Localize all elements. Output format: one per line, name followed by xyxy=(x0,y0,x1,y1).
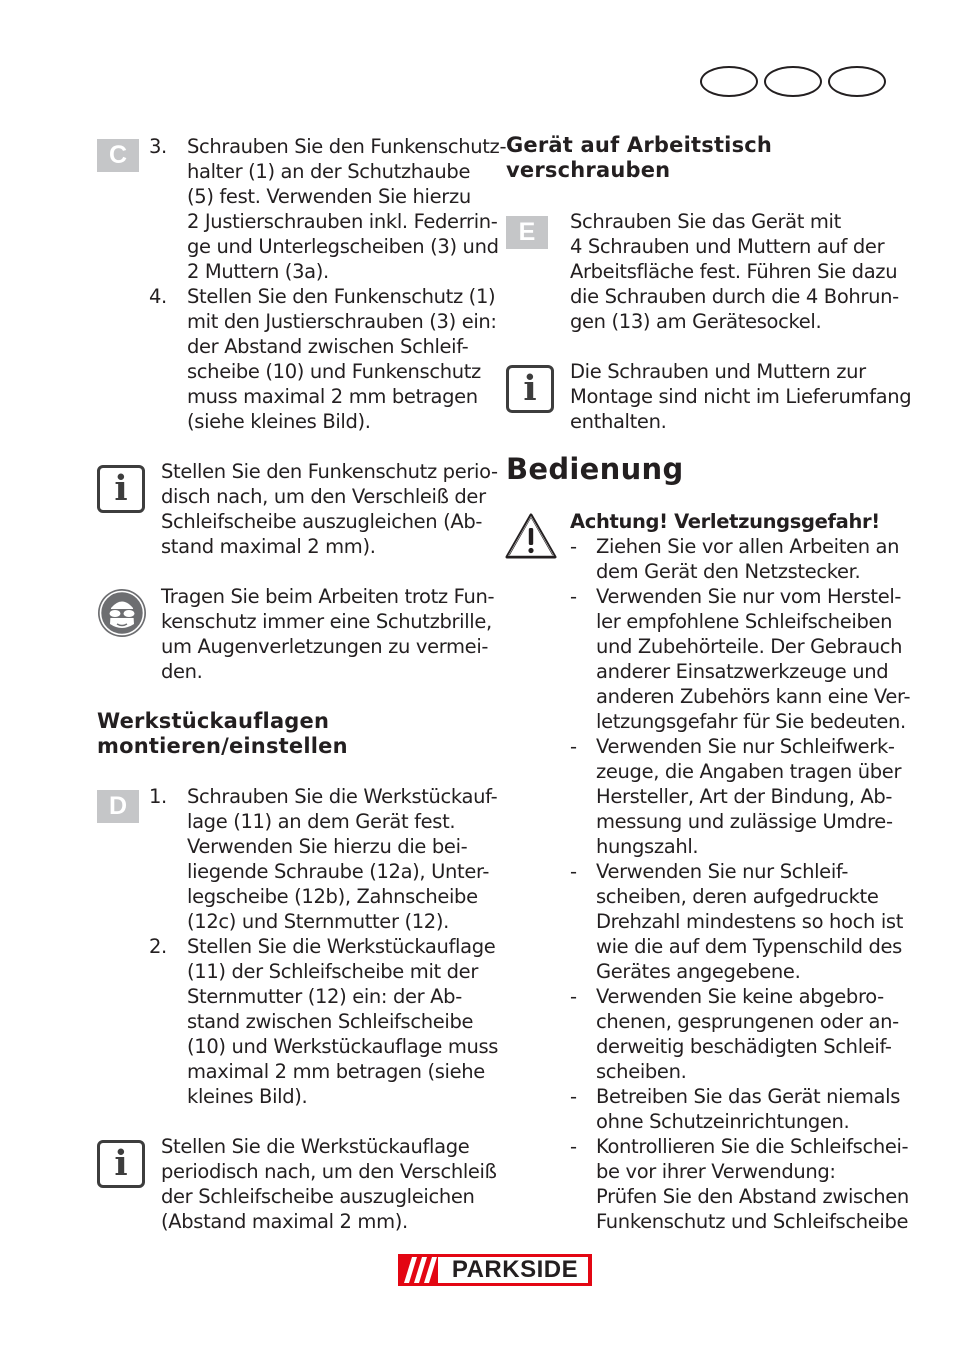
text-line: zeuge, die Angaben tragen über xyxy=(596,760,902,783)
text-line: scheiben, deren aufgedruckte xyxy=(596,885,879,908)
list-item-text xyxy=(187,934,498,1109)
heading-line: montieren/einstellen xyxy=(97,734,348,758)
text-line: der Abstand zwischen Schleif- xyxy=(187,335,469,358)
text-line: den. xyxy=(161,660,203,683)
text-line: Verwenden Sie hierzu die bei- xyxy=(187,835,468,858)
text-line: (Abstand maximal 2 mm). xyxy=(161,1210,408,1233)
list-item-text xyxy=(187,284,497,434)
text-line: Stellen Sie die Werkstückauflage xyxy=(187,935,496,958)
list-item-text xyxy=(187,134,506,284)
text-line: Die Schrauben und Muttern zur xyxy=(570,360,866,383)
text-line: mit den Justierschrauben (3) ein: xyxy=(187,310,497,333)
text-line: lage (11) an dem Gerät fest. xyxy=(187,810,456,833)
text-line: und Zubehörteile. Der Gebrauch xyxy=(596,635,903,658)
text-line: dem Gerät den Netzstecker. xyxy=(596,560,861,583)
text-line: Schrauben Sie die Werkstückauf- xyxy=(187,785,498,808)
bullet-dash: - xyxy=(570,1085,577,1108)
text-line: 4 Schrauben und Muttern auf der xyxy=(570,235,885,258)
text-line: Verwenden Sie nur vom Herstel- xyxy=(596,585,902,608)
info-icon: i xyxy=(506,365,554,413)
text-line: (10) und Werkstückauflage muss xyxy=(187,1035,499,1058)
text-line: Montage sind nicht im Lieferumfang xyxy=(570,385,912,408)
info-icon: i xyxy=(97,1140,145,1188)
language-tabs xyxy=(700,66,890,99)
section-heading-werkstueckauflagen xyxy=(97,709,348,759)
step-text-e xyxy=(570,209,899,334)
text-line: Verwenden Sie nur Schleifwerk- xyxy=(596,735,895,758)
text-line: der Schleifscheibe auszugleichen xyxy=(161,1185,475,1208)
logo-stripes-icon xyxy=(400,1257,438,1283)
language-tab-2 xyxy=(764,66,822,97)
text-line: die Schrauben durch die 4 Bohrun- xyxy=(570,285,899,308)
info-note-lieferumfang xyxy=(570,359,911,434)
list-item-text xyxy=(596,1084,900,1134)
text-line: (siehe kleines Bild). xyxy=(187,410,371,433)
step-marker-d: D xyxy=(97,790,139,823)
text-line: maximal 2 mm betragen (siehe xyxy=(187,1060,485,1083)
text-line: Hersteller, Art der Bindung, Ab- xyxy=(596,785,893,808)
info-note-funkenschutz xyxy=(161,459,498,559)
text-line: Funkenschutz und Schleifscheibe xyxy=(596,1210,909,1233)
text-line: enthalten. xyxy=(570,410,667,433)
list-item-text xyxy=(187,784,497,934)
text-line: Drehzahl mindestens so hoch ist xyxy=(596,910,904,933)
text-line: Gerätes angegebene. xyxy=(596,960,801,983)
text-line: 2 Muttern (3a). xyxy=(187,260,329,283)
text-line: Schrauben Sie das Gerät mit xyxy=(570,210,841,233)
bullet-dash: - xyxy=(570,1135,577,1158)
info-note-werkstueckauflage xyxy=(161,1134,497,1234)
section-heading-arbeitstisch xyxy=(506,133,772,183)
text-line: derweitig beschädigten Schleif- xyxy=(596,1035,892,1058)
language-tab-1 xyxy=(700,66,758,97)
section-title-bedienung: Bedienung xyxy=(506,452,684,486)
text-line: wie die auf dem Typenschild des xyxy=(596,935,902,958)
heading-line: Gerät auf Arbeitstisch xyxy=(506,133,773,157)
text-line: Schrauben Sie den Funkenschutz- xyxy=(187,135,507,158)
text-line: legscheibe (12b), Zahnscheibe xyxy=(187,885,478,908)
language-tab-3 xyxy=(828,66,886,97)
text-line: halter (1) an der Schutzhaube xyxy=(187,160,471,183)
text-line: (12c) und Sternmutter (12). xyxy=(187,910,449,933)
text-line: ge und Unterlegscheiben (3) und xyxy=(187,235,499,258)
text-line: messung und zulässige Umdre- xyxy=(596,810,893,833)
step-marker-c: C xyxy=(97,139,139,172)
text-line: anderen Zubehörs kann eine Ver- xyxy=(596,685,911,708)
list-item-text xyxy=(596,1134,909,1234)
text-line: 2 Justierschrauben inkl. Federrin- xyxy=(187,210,498,233)
list-item-text xyxy=(596,734,901,859)
text-line: stand zwischen Schleifscheibe xyxy=(187,1010,474,1033)
text-line: Tragen Sie beim Arbeiten trotz Fun- xyxy=(161,585,495,608)
list-item-text xyxy=(596,584,910,734)
text-line: liegende Schraube (12a), Unter- xyxy=(187,860,490,883)
text-line: (5) fest. Verwenden Sie hierzu xyxy=(187,185,471,208)
text-line: Stellen Sie den Funkenschutz perio- xyxy=(161,460,498,483)
text-line: stand maximal 2 mm). xyxy=(161,535,376,558)
info-icon: i xyxy=(97,465,145,513)
warning-title: Achtung! Verletzungsgefahr! xyxy=(570,510,880,533)
text-line: kenschutz immer eine Schutzbrille, xyxy=(161,610,492,633)
text-line: um Augenverletzungen zu vermei- xyxy=(161,635,489,658)
parkside-logo xyxy=(398,1254,592,1286)
text-line: disch nach, um den Verschleiß der xyxy=(161,485,486,508)
goggles-note xyxy=(161,584,494,684)
text-line: Stellen Sie die Werkstückauflage xyxy=(161,1135,470,1158)
text-line: Arbeitsfläche fest. Führen Sie dazu xyxy=(570,260,898,283)
text-line: (11) der Schleifscheibe mit der xyxy=(187,960,479,983)
text-line: Verwenden Sie nur Schleif- xyxy=(596,860,849,883)
text-line: Schleifscheibe auszugleichen (Ab- xyxy=(161,510,483,533)
list-item-number: 1. xyxy=(149,785,167,808)
list-item-text xyxy=(596,859,903,984)
text-line: Stellen Sie den Funkenschutz (1) xyxy=(187,285,496,308)
bullet-dash: - xyxy=(570,535,577,558)
safety-goggles-icon xyxy=(97,588,147,638)
text-line: Verwenden Sie keine abgebro- xyxy=(596,985,884,1008)
text-line: be vor ihrer Verwendung: xyxy=(596,1160,836,1183)
text-line: scheibe (10) und Funkenschutz xyxy=(187,360,481,383)
logo-text: PARKSIDE xyxy=(451,1256,579,1283)
text-line: letzungsgefahr für Sie bedeuten. xyxy=(596,710,906,733)
warning-triangle-icon xyxy=(504,512,558,560)
text-line: Sternmutter (12) ein: der Ab- xyxy=(187,985,462,1008)
text-line: periodisch nach, um den Verschleiß xyxy=(161,1160,497,1183)
text-line: chenen, gesprungenen oder an- xyxy=(596,1010,899,1033)
text-line: Prüfen Sie den Abstand zwischen xyxy=(596,1185,909,1208)
heading-line: verschrauben xyxy=(506,158,671,182)
text-line: gen (13) am Gerätesockel. xyxy=(570,310,822,333)
bullet-dash: - xyxy=(570,985,577,1008)
text-line: Ziehen Sie vor allen Arbeiten an xyxy=(596,535,900,558)
text-line: kleines Bild). xyxy=(187,1085,308,1108)
text-line: ler empfohlene Schleifscheiben xyxy=(596,610,893,633)
text-line: Kontrollieren Sie die Schleifschei- xyxy=(596,1135,909,1158)
bullet-dash: - xyxy=(570,735,577,758)
step-marker-e: E xyxy=(506,216,548,249)
list-item-number: 3. xyxy=(149,135,167,158)
bullet-dash: - xyxy=(570,860,577,883)
list-item-number: 4. xyxy=(149,285,167,308)
text-line: ohne Schutzeinrichtungen. xyxy=(596,1110,850,1133)
text-line: Betreiben Sie das Gerät niemals xyxy=(596,1085,900,1108)
list-item-text xyxy=(596,534,899,584)
heading-line: Werkstückauflagen xyxy=(97,709,330,733)
bullet-dash: - xyxy=(570,585,577,608)
text-line: muss maximal 2 mm betragen xyxy=(187,385,478,408)
text-line: anderer Einsatzwerkzeuge und xyxy=(596,660,889,683)
text-line: hungszahl. xyxy=(596,835,699,858)
list-item-text xyxy=(596,984,899,1084)
text-line: scheiben. xyxy=(596,1060,687,1083)
list-item-number: 2. xyxy=(149,935,167,958)
